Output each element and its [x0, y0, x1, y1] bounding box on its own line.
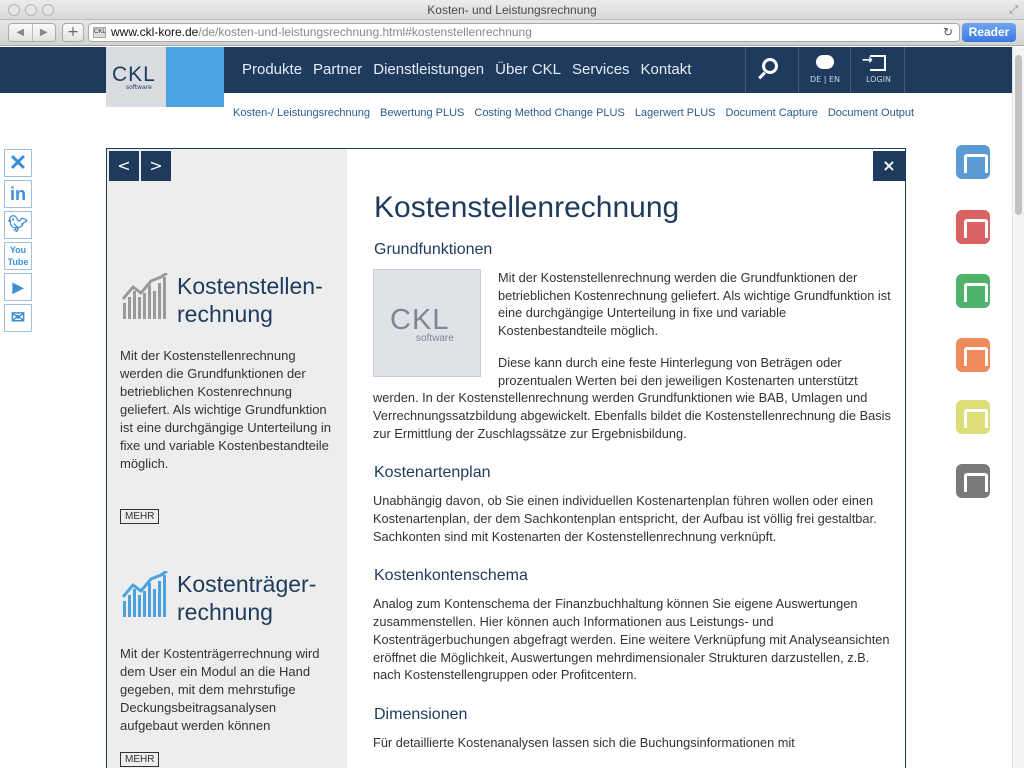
side-module-icon-2[interactable] [956, 210, 990, 244]
paragraph-kostenartenplan-line1: Unabhängig davon, ob Sie einen individuellen Kostenartenplan führen wollen oder einen [373, 493, 874, 509]
site-logo[interactable] [106, 47, 224, 107]
inset-logo-subtext: software [416, 333, 454, 344]
youtube-label-bottom: Tube [7, 257, 29, 267]
login-button[interactable] [850, 47, 905, 93]
subnav-item-costing[interactable]: Costing Method Change PLUS [474, 107, 625, 119]
bar-chart-icon [121, 571, 169, 617]
login-label: LOGIN [865, 75, 891, 84]
section-heading-kostenartenplan: Kostenartenplan [374, 464, 491, 482]
product-modal [106, 148, 906, 768]
language-switch[interactable] [798, 47, 850, 93]
address-bar[interactable] [88, 23, 960, 42]
section-heading-grundfunktionen: Grundfunktionen [374, 241, 493, 258]
paragraph-dimensionen: Für detaillierte Kostenanalysen lassen sich die Buchungsinformationen mit [373, 734, 795, 750]
reader-button[interactable]: Reader [962, 23, 1016, 42]
nav-item-ueber-ckl[interactable]: Über CKL [495, 61, 562, 78]
paragraph-kostenartenplan [373, 492, 893, 545]
reload-icon[interactable]: ↻ [942, 25, 953, 39]
window-title: Kosten- und Leistungsrechnung [427, 3, 597, 17]
next-button[interactable]: > [141, 151, 171, 181]
login-icon [870, 55, 886, 71]
browser-toolbar [0, 20, 1024, 46]
mail-icon[interactable]: ✉ [4, 304, 32, 332]
section-heading-kostenkontenschema: Kostenkontenschema [374, 567, 528, 585]
subnav-item-output[interactable]: Document Output [827, 107, 915, 119]
social-links [4, 149, 32, 335]
youtube-icon[interactable] [4, 242, 32, 270]
card-text-kostentraeger: Mit der Kostenträgerrechnung wird dem User ein Modul an die Hand gegeben, mit dem mehrstufige Deckungsbeitragsanalysen aufgebaut werden können [120, 646, 320, 733]
card-title-line1: Kostenträger- [177, 571, 317, 597]
paragraph-kostenartenplan-line2: Kostenartenplan, der dem Sachkontenplan entspricht, der Aufbau ist völlig frei gestaltbar. Sachkonten sind mit Kostenarten der Kostenstellenrechnung verknüpft. [373, 511, 877, 544]
nav-item-kontakt[interactable]: Kontakt [640, 61, 692, 78]
search-button[interactable] [745, 47, 798, 93]
twitter-icon[interactable]: 🐦︎ [4, 211, 32, 239]
video-icon[interactable]: ▶ [4, 273, 32, 301]
card-title-line2: rechnung [177, 599, 273, 625]
modal-sidebar [107, 149, 347, 768]
card-title-kostentraeger [177, 570, 316, 626]
main-nav [242, 61, 702, 78]
nav-item-produkte[interactable]: Produkte [242, 61, 303, 78]
xing-icon[interactable]: ✕ [4, 149, 32, 177]
prev-button[interactable]: < [109, 151, 139, 181]
page-title: Kostenstellenrechnung [374, 191, 680, 224]
url-domain: www.ckl-kore.de [111, 25, 199, 39]
forward-button[interactable]: ▶ [39, 27, 48, 38]
subnav-item-bewertung[interactable]: Bewertung PLUS [379, 107, 465, 119]
side-module-icon-6[interactable] [956, 464, 990, 498]
search-icon [762, 58, 778, 74]
new-tab-button[interactable]: + [62, 23, 84, 42]
fullscreen-icon[interactable]: ⤢ [1009, 3, 1018, 16]
paragraph-kostenkontenschema: Analog zum Kontenschema der Finanzbuchhaltung können Sie eigene Auswertungen zusammenstellen. Hier können auch Informationen aus Leistungs- und Kostenträgerbuchungen abgefragt werden. Eine weitere Verknüpfung mit Analyseansichten eröffnet die Möglichkeit, Auswertungen mehrdimensionaler Strukturen darzustellen, z.B. nach Kostenstellengruppen oder Profitcentern. [373, 596, 890, 683]
linkedin-icon[interactable]: in [4, 180, 32, 208]
more-button-kostentraeger[interactable]: MEHR [120, 752, 159, 767]
paragraph-grundfunktionen-2: Diese kann durch eine feste Hinterlegung von Beträgen oder prozentualen Werten bei den jeweiligen Kostenarten unterstützt werden. In der Kostenstellenrechnung werden Grundfunktionen wie BAB, Umlagen und Verrechnungssatzbildung abgewickelt. Ebenfalls bildet die Kostenstellenrechnung die Basis zur Ermittlung der Zuschlagssätze zur Ergebnisbildung. [373, 354, 891, 441]
page-scrollbar[interactable] [1012, 47, 1024, 768]
window-titlebar [0, 0, 1024, 20]
inset-logo-text: CKL [390, 304, 450, 336]
card-title-line2: rechnung [177, 301, 273, 327]
language-label: DE | EN [809, 75, 841, 84]
nav-item-services[interactable]: Services [572, 61, 630, 78]
scrollbar-thumb[interactable] [1015, 55, 1022, 215]
nav-item-dienstleistungen[interactable]: Dienstleistungen [373, 61, 485, 78]
modal-content [373, 191, 893, 766]
bar-chart-icon [121, 273, 169, 319]
card-text-kostenstellen: Mit der Kostenstellenrechnung werden die Grundfunktionen der betrieblichen Kostenrechnung geliefert. Als wichtige Grundfunktion ist eine durchgängige Unterteilung in fixe und variable Kostenbestandteile möglich. [120, 348, 332, 471]
nav-item-partner[interactable]: Partner [313, 61, 363, 78]
speech-bubble-icon [816, 55, 834, 69]
more-button-kostenstellen[interactable]: MEHR [120, 509, 159, 524]
url-path: /de/kosten-und-leistungsrechnung.html#kostenstellenrechnung [198, 25, 532, 39]
paragraph-grundfunktionen-1: Mit der Kostenstellenrechnung werden die Grundfunktionen der betrieblichen Kostenrechnung geliefert. Als wichtige Grundfunktion ist eine durchgängige Unterteilung in fixe und variable Kostenbestandteile möglich. [498, 270, 891, 339]
subnav-item-klr[interactable]: Kosten-/ Leistungsrechnung [233, 107, 370, 119]
side-module-icon-3[interactable] [956, 274, 990, 308]
youtube-label-top: You [9, 245, 27, 255]
sub-nav [233, 107, 924, 119]
card-title-kostenstellen [177, 272, 323, 328]
site-favicon: CKL [93, 27, 106, 38]
history-buttons [8, 23, 56, 42]
logo-subtext: software [126, 84, 152, 91]
ckl-logo-image [373, 269, 481, 377]
subnav-item-capture[interactable]: Document Capture [725, 107, 818, 119]
section-heading-dimensionen: Dimensionen [374, 705, 468, 723]
back-button[interactable]: ◀ [9, 24, 33, 41]
side-module-icon-5[interactable] [956, 400, 990, 434]
side-module-icon-4[interactable] [956, 338, 990, 372]
logo-text: CKL [112, 63, 156, 86]
subnav-item-lagerwert[interactable]: Lagerwert PLUS [634, 107, 716, 119]
card-title-line1: Kostenstellen- [177, 273, 323, 299]
side-module-icon-1[interactable] [956, 145, 990, 179]
close-modal-button[interactable]: × [873, 151, 905, 181]
